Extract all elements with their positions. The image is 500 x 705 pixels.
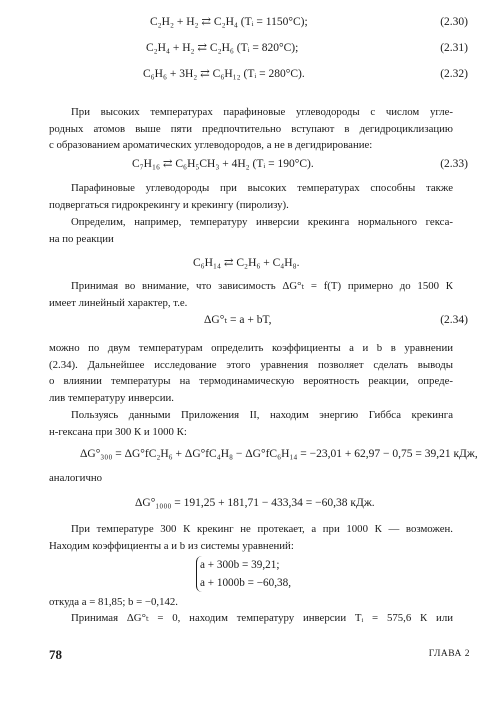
equation-2-31 [0, 40, 500, 56]
equation-gibbs-1000 [0, 495, 500, 511]
paragraph: Принимая во внимание, что зависимость ΔG°ₜ = f(T) примерно до 1500 К имеет линейный характер, т.е. [49, 280, 453, 309]
page-footer [0, 647, 500, 663]
equation-2-33 [0, 156, 500, 172]
equation-formula: C₇H₁₆ ⇄ C₆H₅CH₃ + 4H₂ (Tᵢ = 190°C). [132, 158, 314, 170]
paragraph: При высоких температурах парафиновые углеводороды с числом угле- родных атомов выше пяти предпочтительно вступают в дегидроциклизацию с образованием ароматических углеводородов, а не в дегидрирование: [49, 106, 453, 152]
equation-formula: C₆H₁₄ ⇄ C₂H₆ + C₄H₈. [193, 257, 300, 269]
page-number: 78 [49, 647, 62, 662]
paragraph: Пользуясь данными Приложения II, находим энергию Гиббса крекинга н-гексана при 300 К и 1000 К: [49, 409, 453, 438]
equation-formula: C₂H₂ + H₂ ⇄ C₂H₄ (Tᵢ = 1150°C); [150, 16, 308, 28]
paragraph: Принимая ΔG°ₜ = 0, находим температуру инверсии Tᵢ = 575,6 К или [71, 612, 453, 624]
paragraph: откуда a = 81,85; b = −0,142. [49, 596, 179, 608]
equation-system [200, 556, 291, 592]
equation-number: (2.32) [440, 68, 468, 80]
equation-formula: ΔG°₁₀₀₀ = 191,25 + 181,71 − 433,34 = −60,38 кДж. [135, 497, 375, 509]
equation-formula: ΔG°ₜ = a + bT, [204, 314, 272, 326]
equation-2-32 [0, 66, 500, 82]
paragraph: При температуре 300 К крекинг не протекает, а при 1000 К — возможен. Находим коэффициенты a и b из системы уравнений: [49, 523, 453, 552]
paragraph: Парафиновые углеводороды при высоких температурах способны также подвергаться гидрокрекингу и крекингу (пиролизу). [49, 182, 453, 211]
equation-number: (2.34) [440, 314, 468, 326]
equation-2-30 [0, 14, 500, 30]
equation-formula: C₂H₄ + H₂ ⇄ C₂H₆ (Tᵢ = 820°C); [146, 42, 299, 54]
paragraph: аналогично [49, 472, 103, 484]
equation-hexane-cracking [0, 255, 500, 271]
equation-number: (2.30) [440, 16, 468, 28]
equation-gibbs-300 [0, 446, 500, 462]
system-equation: a + 300b = 39,21; [200, 559, 280, 571]
chapter-label: ГЛАВА 2 [428, 649, 470, 659]
equation-2-34 [0, 312, 500, 328]
equation-number: (2.31) [440, 42, 468, 54]
paragraph: можно по двум температурам определить коэффициенты a и b в уравнении (2.34). Дальнейшее исследование этого уравнения позволяет сделать выводы о влиянии температуры на термодинамическую вероятность реакции, опреде- лив температуру инверсии. [49, 342, 453, 404]
equation-formula: ΔG°₃₀₀ = ΔG°fC₂H₆ + ΔG°fC₄H₈ − ΔG°fC₆H₁₄ = −23,01 + 62,97 − 0,75 = 39,21 кДж, [80, 448, 478, 460]
equation-number: (2.33) [440, 158, 468, 170]
paragraph: Определим, например, температуру инверсии крекинга нормального гекса- на по реакции [49, 216, 453, 245]
equation-formula: C₆H₆ + 3H₂ ⇄ C₆H₁₂ (Tᵢ = 280°C). [143, 68, 305, 80]
system-equation: a + 1000b = −60,38, [200, 577, 292, 589]
